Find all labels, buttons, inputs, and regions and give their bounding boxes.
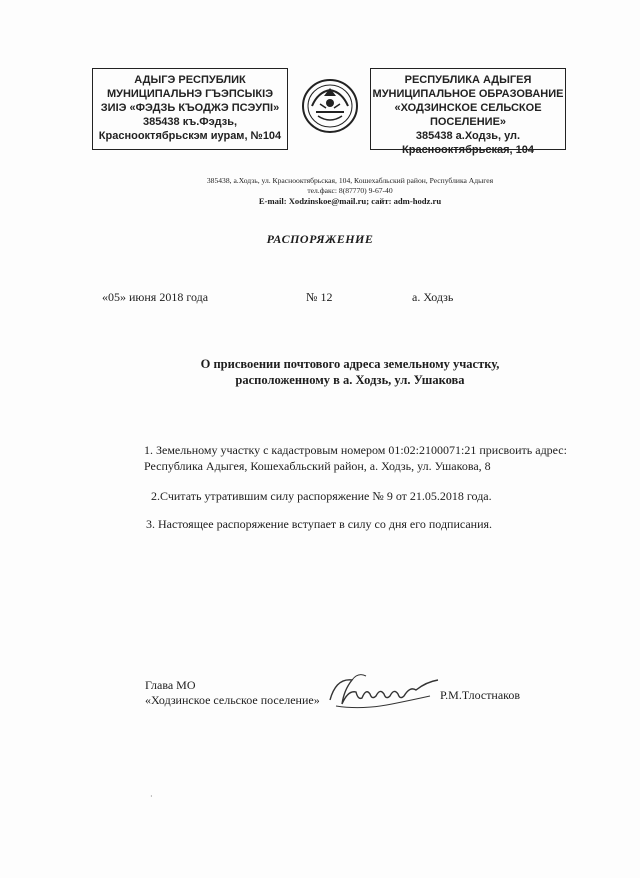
- item-3: 3. Настоящее распоряжение вступает в силу со дня его подписания.: [146, 517, 493, 531]
- header-left-line: 385438 къ.Фэдзь,: [142, 116, 238, 128]
- subject-line: расположенному в а. Ходзь, ул. Ушакова: [235, 373, 465, 387]
- document-date: «05» июня 2018 года: [102, 290, 209, 304]
- signer-position: [145, 678, 320, 708]
- contacts-address: 385438, а.Ходзь, ул. Краснооктябрьская, 104, Кошехабльский район, Республика Адыгея: [206, 176, 494, 185]
- document-title: РАСПОРЯЖЕНИЕ: [266, 232, 374, 246]
- document-subject: [180, 356, 520, 388]
- document-place: а. Ходзь: [412, 290, 454, 304]
- signer-name: Р.М.Тлостнаков: [440, 688, 521, 702]
- contacts-email-site: E-mail: Xodzinskoe@mail.ru; сайт: adm-hodz.ru: [258, 196, 442, 206]
- handwritten-signature-icon: [322, 660, 442, 720]
- item-1-line: 1. Земельному участку с кадастровым номером 01:02:2100071:21 присвоить адрес:: [144, 443, 567, 457]
- header-right-line: РЕСПУБЛИКА АДЫГЕЯ: [404, 74, 532, 86]
- signer-position-line: «Ходзинское сельское поселение»: [145, 693, 320, 707]
- header-right-line: 385438 а.Ходзь, ул.: [415, 130, 521, 142]
- header-left-line: ЗИIЭ «ФЭДЗЬ КЪОДЖЭ ПСЭУПI»: [100, 102, 280, 114]
- header-right-line: МУНИЦИПАЛЬНОЕ ОБРАЗОВАНИЕ: [372, 88, 564, 100]
- header-right-line: Краснооктябрьская, 104: [402, 144, 534, 156]
- header-left-line: МУНИЦИПАЛЬНЭ ГЪЭПСЫКIЭ: [106, 88, 274, 100]
- subject-line: О присвоении почтового адреса земельному участку,: [200, 357, 500, 371]
- header-left-line: АДЫГЭ РЕСПУБЛИК: [134, 74, 246, 86]
- header-right-line: ПОСЕЛЕНИЕ»: [429, 116, 507, 128]
- signer-position-line: Глава МО: [145, 678, 196, 692]
- header-right-line: «ХОДЗИНСКОЕ СЕЛЬСКОЕ: [394, 102, 542, 114]
- item-1: [144, 442, 567, 474]
- scan-speck: ·: [150, 792, 153, 801]
- contacts-phone: тел.факс: 8(87770) 9-67-40: [307, 186, 393, 195]
- header-right-box: [370, 68, 566, 156]
- header-left-line: Краснооктябрьскэм иурам, №104: [98, 130, 282, 142]
- header-left-box: [92, 68, 288, 150]
- item-2: 2.Считать утратившим силу распоряжение № 9 от 21.05.2018 года.: [151, 489, 492, 503]
- document-number: № 12: [306, 290, 333, 304]
- coat-of-arms-emblem-icon: [296, 76, 364, 136]
- item-1-line: Республика Адыгея, Кошехабльский район, а. Ходзь, ул. Ушакова, 8: [144, 459, 491, 473]
